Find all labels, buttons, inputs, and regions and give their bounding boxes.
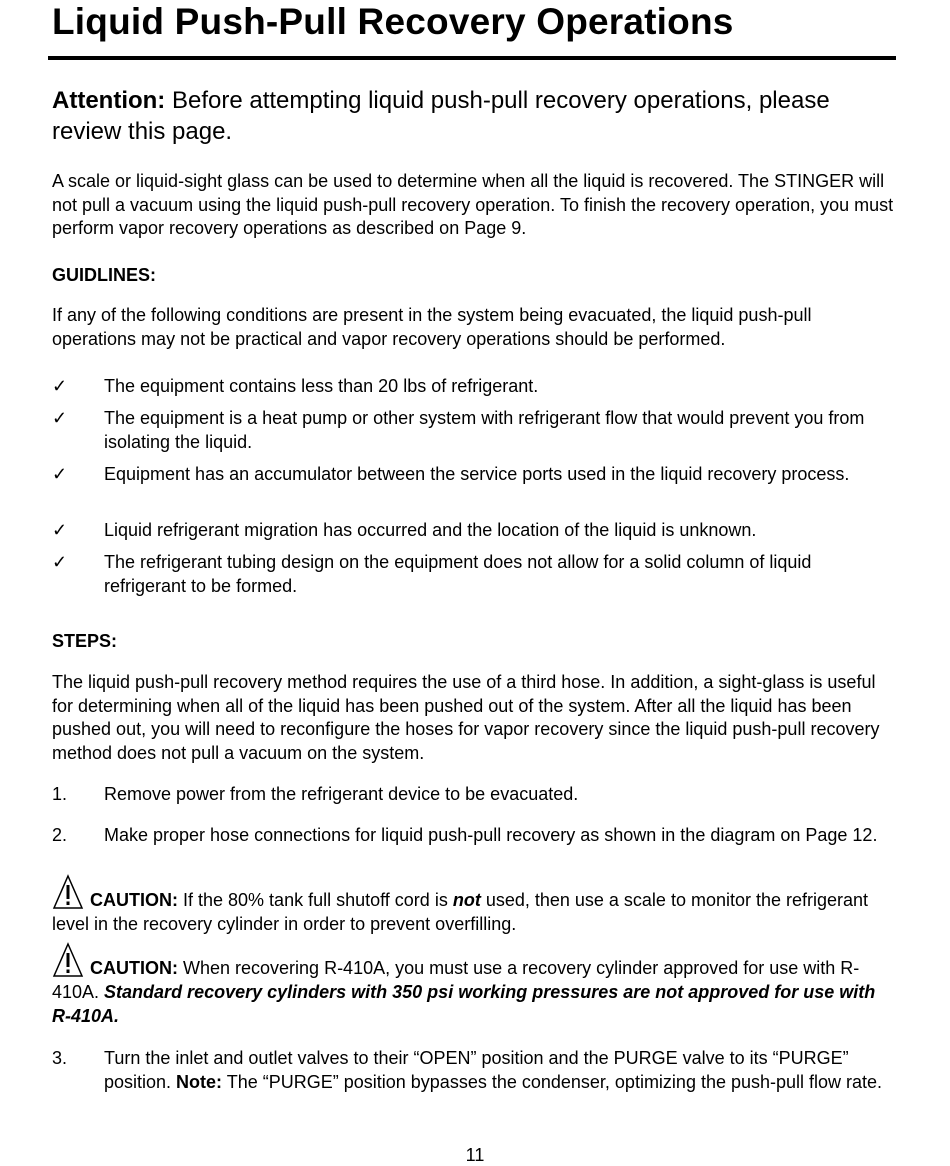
step-item xyxy=(52,824,894,848)
step-number: 1. xyxy=(52,784,68,804)
caution-emphasis: not xyxy=(452,890,481,910)
check-mark-icon: ✓ xyxy=(52,552,68,572)
step-text xyxy=(104,1047,894,1094)
guideline-text: Equipment has an accumulator between the service ports used in the liquid recovery process. xyxy=(104,464,850,484)
guidelines-intro: If any of the following conditions are present in the system being evacuated, the liquid push-pull operations may not be practical and vapor recovery operations should be performed. xyxy=(52,305,812,349)
list-item xyxy=(52,375,894,399)
page-title: Liquid Push-Pull Recovery Operations xyxy=(52,1,734,42)
step-text: Make proper hose connections for liquid push-pull recovery as shown in the diagram on Page 12. xyxy=(104,825,878,845)
caution-r410a xyxy=(52,942,894,1028)
guideline-text: The equipment contains less than 20 lbs of refrigerant. xyxy=(104,376,539,396)
warning-triangle-icon xyxy=(52,874,84,910)
step-number: 2. xyxy=(52,825,68,845)
caution-overfill xyxy=(52,874,894,936)
step-item xyxy=(52,1047,894,1094)
list-item xyxy=(52,551,894,598)
caution-text: When recovering R-410A, you must use a recovery cylinder approved for use with R-410A. xyxy=(52,958,860,1002)
check-mark-icon: ✓ xyxy=(52,520,68,540)
step-number: 3. xyxy=(52,1048,68,1068)
attention-label: Attention: xyxy=(52,87,166,114)
caution-label: CAUTION: xyxy=(90,890,178,910)
check-mark-icon: ✓ xyxy=(52,376,68,396)
page-number: 11 xyxy=(465,1145,485,1165)
caution-text: If the 80% tank full shutoff cord is xyxy=(178,890,453,910)
guideline-text: The equipment is a heat pump or other system with refrigerant flow that would prevent you from isolating the liquid. xyxy=(104,408,865,452)
step-text-part: The “PURGE” position bypasses the condenser, optimizing the push-pull flow rate. xyxy=(222,1071,883,1092)
steps-heading: STEPS: xyxy=(52,631,118,651)
warning-triangle-icon xyxy=(52,942,84,978)
list-item xyxy=(52,407,894,454)
step-item xyxy=(52,783,894,807)
caution-emphasis: Standard recovery cylinders with 350 psi working pressures are not approved for use with R-410A. xyxy=(52,982,876,1026)
guideline-text: The refrigerant tubing design on the equipment does not allow for a solid column of liquid refrigerant to be formed. xyxy=(104,552,812,596)
attention-notice xyxy=(52,85,892,147)
list-item xyxy=(52,519,894,543)
step-text-part: Turn the inlet and outlet valves to their “OPEN” position and the PURGE valve to its “PURGE” position. xyxy=(104,1048,849,1092)
guidelines-heading: GUIDLINES: xyxy=(52,265,157,285)
list-item xyxy=(52,463,894,487)
attention-text: Before attempting liquid push-pull recovery operations, please review this page. xyxy=(52,87,830,145)
note-label: Note: xyxy=(176,1071,223,1092)
intro-paragraph: A scale or liquid-sight glass can be used to determine when all the liquid is recovered. The STINGER will not pull a vacuum using the liquid push-pull recovery operation. To finish the recovery operation, you must perform vapor recovery operations as described on Page 9. xyxy=(52,171,894,238)
caution-text: used, then use a scale to monitor the refrigerant level in the recovery cylinder in order to prevent overfilling. xyxy=(52,890,869,934)
title-divider xyxy=(48,56,896,60)
caution-label: CAUTION: xyxy=(90,958,178,978)
step-text: Remove power from the refrigerant device to be evacuated. xyxy=(104,784,579,804)
steps-intro: The liquid push-pull recovery method requires the use of a third hose. In addition, a sight-glass is useful for determining when all of the liquid has been pushed out of the system. After all the liquid has been pushed out, you will need to reconfigure the hoses for vapor recovery since the liquid push-pull recovery method does not pull a vacuum on the system. xyxy=(52,672,880,763)
check-mark-icon: ✓ xyxy=(52,464,68,484)
check-mark-icon: ✓ xyxy=(52,408,68,428)
guideline-text: Liquid refrigerant migration has occurred and the location of the liquid is unknown. xyxy=(104,520,757,540)
